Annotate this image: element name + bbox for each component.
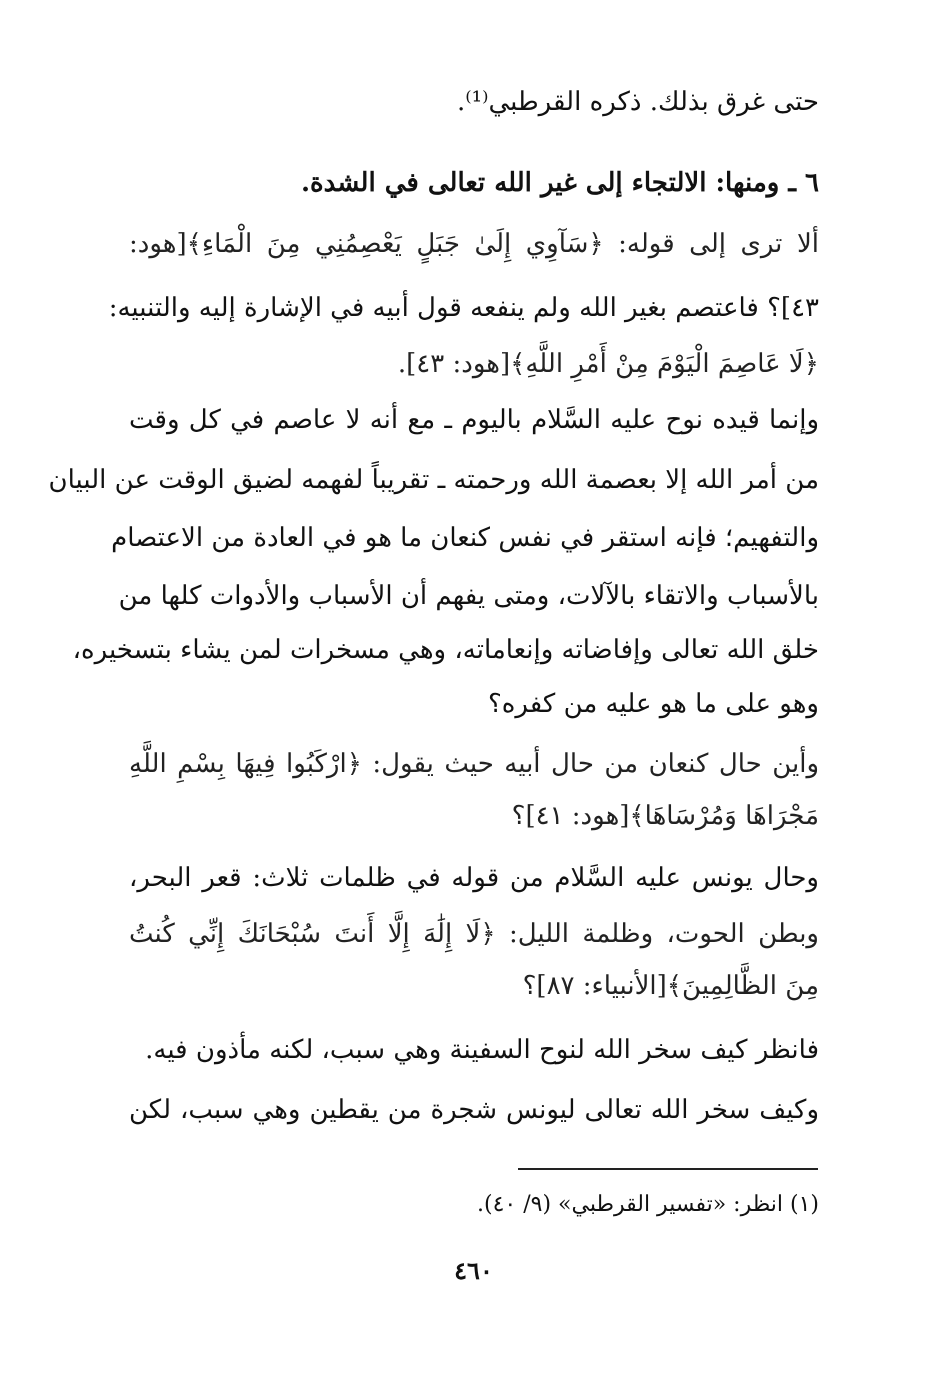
footnote: (١) انظر: «تفسير القرطبي» (٩/ ٤٠).	[477, 1192, 819, 1217]
text-line-16: مِنَ الظَّالِمِينَ﴾[الأنبياء: ٨٧]؟	[522, 971, 819, 1001]
footnote-divider	[518, 1168, 818, 1170]
text-line-5: ﴿لَا عَاصِمَ الْيَوْمَ مِنْ أَمْرِ اللَّهِ﴾[هود: ٤٣].	[397, 349, 819, 379]
text-line-9: بالأسباب والاتقاء بالآلات، ومتى يفهم أن الأسباب والأدوات كلها من	[118, 581, 819, 611]
text-line-18: وكيف سخر الله تعالى ليونس شجرة من يقطين وهي سبب، لكن	[129, 1095, 819, 1125]
section-heading: ٦ ـ ومنها: الالتجاء إلى غير الله تعالى في الشدة.	[301, 168, 819, 198]
text-line-17: فانظر كيف سخر الله لنوح السفينة وهي سبب، لكنه مأذون فيه.	[145, 1035, 819, 1065]
text-line-12: وأين حال كنعان من حال أبيه حيث يقول: ﴿ارْكَبُوا فِيهَا بِسْمِ اللَّهِ	[129, 749, 819, 779]
text-line-7: من أمر الله إلا بعصمة الله ورحمته ـ تقريباً لفهمه لضيق الوقت عن البيان	[48, 465, 819, 495]
text-line-10: خلق الله تعالى وإفاضاته وإنعاماته، وهي مسخرات لمن يشاء بتسخيره،	[72, 635, 819, 665]
text-line-3: ألا ترى إلى قوله: ﴿سَآوِي إِلَىٰ جَبَلٍ يَعْصِمُنِي مِنَ الْمَاءِ﴾[هود:	[129, 229, 819, 259]
text-line-11: وهو على ما هو عليه من كفره؟	[488, 689, 819, 719]
text-line-14: وحال يونس عليه السَّلام من قوله في ظلمات ثلاث: قعر البحر،	[129, 863, 819, 893]
text-line-6: وإنما قيده نوح عليه السَّلام باليوم ـ مع أنه لا عاصم في كل وقت	[129, 405, 819, 435]
text-line-13: مَجْرَاهَا وَمُرْسَاهَا﴾[هود: ٤١]؟	[511, 801, 819, 831]
text-line-4: ٤٣]؟ فاعتصم بغير الله ولم ينفعه قول أبيه في الإشارة إليه والتنبيه:	[108, 293, 819, 323]
text-line-1: حتى غرق بذلك. ذكره القرطبي⁽¹⁾.	[456, 87, 819, 117]
text-line-8: والتفهيم؛ فإنه استقر في نفس كنعان ما هو في العادة من الاعتصام	[111, 523, 819, 553]
text-line-15: وبطن الحوت، وظلمة الليل: ﴿لَا إِلَٰهَ إِلَّا أَنتَ سُبْحَانَكَ إِنِّي كُنتُ	[129, 919, 819, 949]
page-number: ٤٦٠	[454, 1256, 493, 1285]
